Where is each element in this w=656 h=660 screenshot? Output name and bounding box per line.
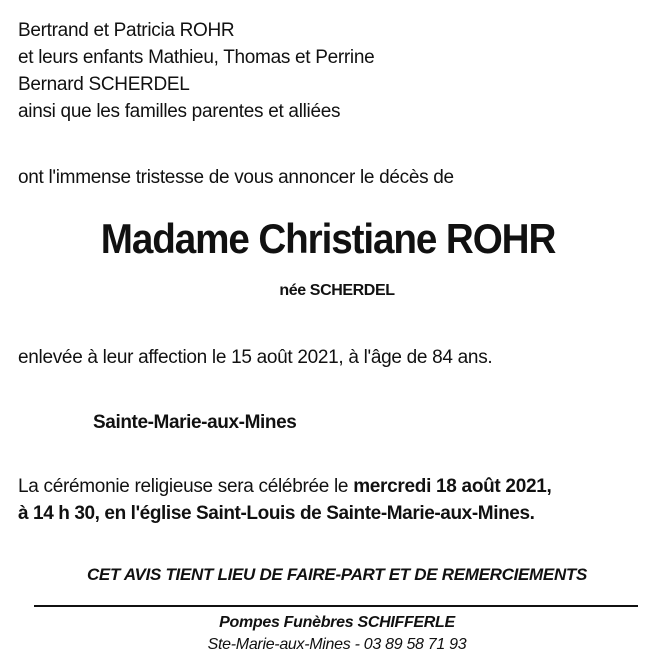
family-line-4: ainsi que les familles parentes et alliées <box>18 101 341 122</box>
family-line-2: et leurs enfants Mathieu, Thomas et Perrine <box>18 47 375 68</box>
family-line-1: Bertrand et Patricia ROHR <box>18 20 235 41</box>
divider <box>34 605 638 607</box>
funeral-home-contact: Ste-Marie-aux-Mines - 03 89 58 71 93 <box>207 636 467 653</box>
family-line-3: Bernard SCHERDEL <box>18 74 190 95</box>
place-name: Sainte-Marie-aux-Mines <box>93 412 297 433</box>
announcement-text: ont l'immense tristesse de vous annoncer le décès de <box>18 167 454 188</box>
ceremony-date: mercredi 18 août 2021, <box>353 476 552 497</box>
maiden-name: née SCHERDEL <box>279 282 395 299</box>
ceremony-time-location: à 14 h 30, en l'église Saint-Louis de Sainte-Marie-aux-Mines. <box>18 503 535 524</box>
deceased-name: Madame Christiane ROHR <box>100 215 556 262</box>
ceremony-line-1 <box>18 477 551 496</box>
death-details: enlevée à leur affection le 15 août 2021, à l'âge de 84 ans. <box>18 347 493 368</box>
notice-text: CET AVIS TIENT LIEU DE FAIRE-PART ET DE REMERCIEMENTS <box>86 565 588 584</box>
funeral-home-name: Pompes Funèbres SCHIFFERLE <box>219 614 455 631</box>
ceremony-intro: La cérémonie religieuse sera célébrée le <box>18 476 354 497</box>
